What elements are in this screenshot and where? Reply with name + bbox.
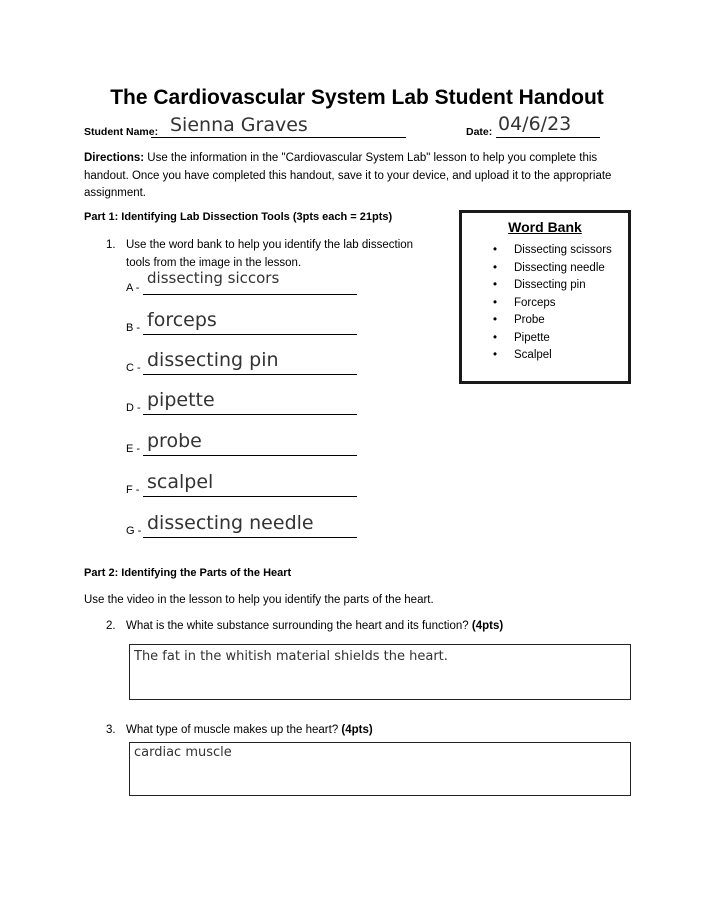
answer-line: [143, 537, 357, 538]
date-field[interactable]: 04/6/23: [498, 113, 572, 135]
q3-question: What type of muscle makes up the heart?: [126, 724, 339, 736]
q1-number: 1.: [106, 239, 116, 251]
answer-letter: B -: [126, 322, 141, 334]
directions: [84, 150, 629, 203]
answer-line: [143, 455, 357, 456]
part2-heading: Part 2: Identifying the Parts of the Heart: [84, 567, 292, 579]
q3-number: 3.: [106, 724, 116, 736]
word-bank: [459, 210, 631, 384]
directions-label: Directions:: [84, 152, 145, 164]
date-line: [496, 137, 600, 138]
answer-line: [143, 294, 357, 295]
word-bank-item: • Pipette: [462, 330, 628, 348]
answer-letter: G -: [126, 525, 142, 537]
part1-heading: Part 1: Identifying Lab Dissection Tools (3pts each = 21pts): [84, 211, 393, 223]
word-bank-item: • Dissecting scissors: [462, 242, 628, 260]
q2-points: (4pts): [471, 620, 504, 632]
q3-answer: cardiac muscle: [134, 745, 232, 760]
q3-answer-box[interactable]: [129, 742, 631, 796]
answer-field[interactable]: dissecting needle: [147, 512, 314, 534]
answer-letter: F -: [126, 484, 140, 496]
answer-line: [143, 374, 357, 375]
date-label: Date:: [466, 126, 493, 138]
answer-field[interactable]: probe: [147, 430, 202, 452]
student-name-label: Student Name:: [84, 126, 159, 138]
q2-number: 2.: [106, 620, 116, 632]
q3-points: (4pts): [341, 724, 373, 736]
answer-field[interactable]: scalpel: [147, 471, 214, 493]
word-bank-item: • Dissecting needle: [462, 260, 628, 278]
word-bank-item: • Probe: [462, 312, 628, 330]
q2-text: [126, 618, 646, 636]
answer-line: [143, 334, 357, 335]
directions-text: Use the information in the "Cardiovascular System Lab" lesson to help you complete this handout. Once you have completed this handout, save it to your device, and upload it to the appropriate assignment.: [84, 152, 612, 199]
answer-field[interactable]: dissecting siccors: [147, 269, 280, 287]
answer-line: [143, 414, 357, 415]
answer-letter: C -: [126, 362, 141, 374]
student-name-field[interactable]: Sienna Graves: [170, 114, 308, 136]
answer-field[interactable]: dissecting pin: [147, 349, 279, 371]
answer-line: [143, 496, 357, 497]
word-bank-item: • Forceps: [462, 295, 628, 313]
word-bank-title: Word Bank: [508, 219, 582, 235]
q1-text: Use the word bank to help you identify the lab dissection tools from the image in the lesson.: [126, 239, 414, 269]
q2-answer: The fat in the whitish material shields the heart.: [134, 649, 448, 664]
q2-answer-box[interactable]: [129, 644, 631, 700]
answer-field[interactable]: pipette: [147, 389, 215, 411]
q3-text: [126, 722, 646, 740]
page-title: The Cardiovascular System Lab Student Handout: [110, 86, 604, 109]
part2-intro: Use the video in the lesson to help you identify the parts of the heart.: [84, 594, 434, 606]
answer-letter: D -: [126, 402, 141, 414]
q2-question: What is the white substance surrounding the heart and its function?: [126, 620, 469, 632]
word-bank-item: • Scalpel: [462, 347, 628, 365]
answer-field[interactable]: forceps: [147, 309, 217, 331]
word-bank-item: • Dissecting pin: [462, 277, 628, 295]
student-name-line: [151, 137, 406, 138]
answer-letter: A -: [126, 282, 140, 294]
word-bank-list: [462, 242, 628, 365]
answer-letter: E -: [126, 443, 141, 455]
